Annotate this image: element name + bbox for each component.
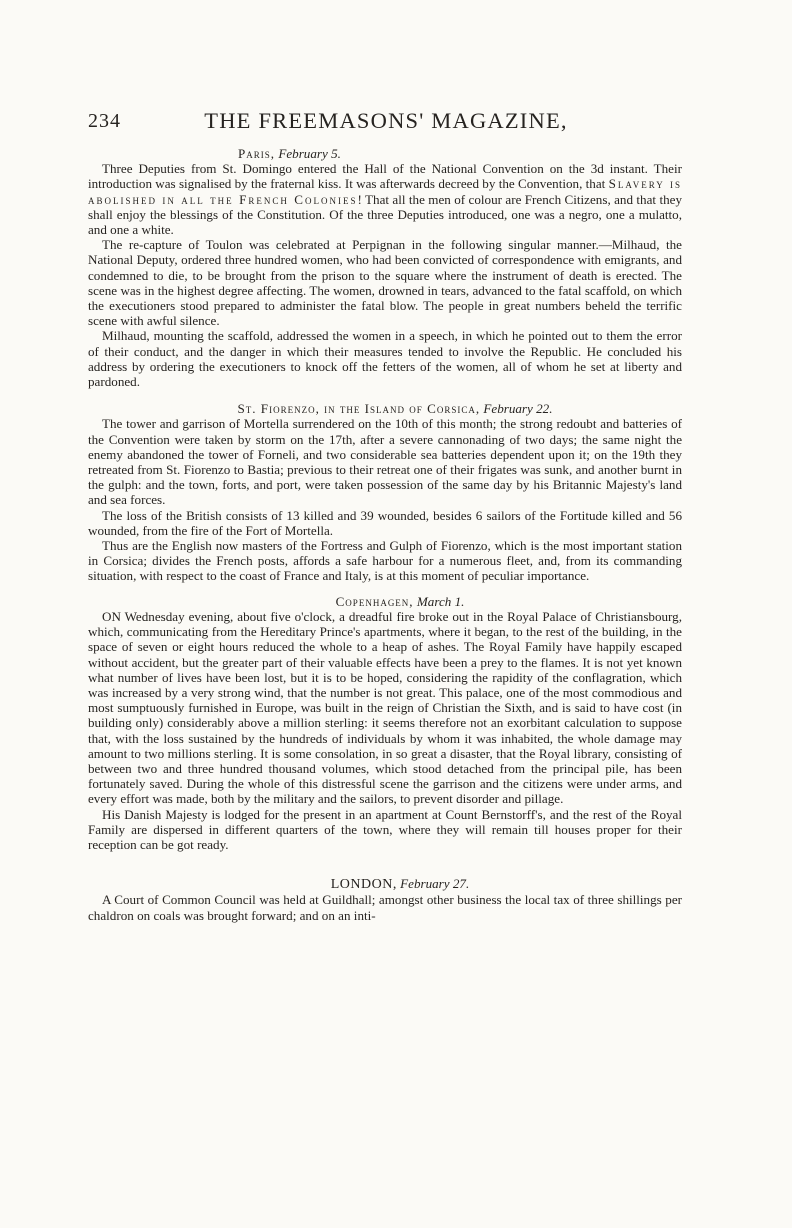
paragraph: The re-capture of Toulon was celebrated at Perpignan in the following singular manner.—Milhaud, the National Deputy, ordered three hundred women, who had been convicted of correspondence with emigrants, and condemned to die, to be brought from the prison to the square where the instrument of death is erected. The scene was in the highest degree affecting. The women, drowned in tears, advanced to the fatal scaffold, on which the executioners stood prepared to administer the fatal blow. The people in great numbers beheld the terrific scene with awful silence. <box>88 237 682 329</box>
paragraph: ON Wednesday evening, about five o'clock, a dreadful fire broke out in the Royal Palace of Christiansbourg, which, communicating from the Hereditary Prince's apartments, where it began, to the rest of the building, in the space of seven or eight hours reduced the whole to a heap of ashes. The Royal Family have happily escaped without accident, but the greater part of their valuable effects have been a prey to the flames. It is not yet known what number of lives have been lost, but it is to be hoped, considering the rapidity of the conflagration, which was increased by a very strong wind, that the number is not great. This palace, one of the most commodious and most sumptuously furnished in Europe, was built in the reign of Christian the Sixth, and is said to have cost (in building only) considerably above a million sterling: it seems therefore not an exorbitant calculation to suppose that, with the loss sustained by the hundreds of individuals by whom it was inhabited, the whole damage may amount to two millions sterling. It is some consolation, in so great a disaster, that the Royal library, consisting of between two and three hundred thousand volumes, which stood detached from the principal pile, has been fortunately saved. During the whole of this distressful scene the garrison and the citizens were under arms, and every effort was made, both by the military and the sailors, to prevent disorder and pillage. <box>88 608 682 807</box>
page-number: 234 <box>88 110 121 132</box>
paragraph: The tower and garrison of Mortella surrendered on the 10th of this month; the strong redoubt and batteries of the Convention were taken by storm on the 17th, after a severe cannonading of two days; the same night the enemy abandoned the tower of Forneli, and two considerable sea batteries dependent upon it; on the 19th they retreated from St. Fiorenzo to Bastia; previous to their retreat one of their frigates was sunk, and another burnt in the gulph: and the town, forts, and port, were taken possession of the same day by his Britannic Majesty's land and sea forces. <box>88 416 682 508</box>
dateline-place: St. Fiorenzo, in the Island of Corsica, <box>237 401 481 417</box>
paragraph: His Danish Majesty is lodged for the present in an apartment at Count Bernstorff's, and the rest of the Royal Family are dispersed in different quarters of the town, where they will remain till houses proper for their reception can be got ready. <box>88 806 682 852</box>
paragraph: Thus are the English now masters of the Fortress and Gulph of Fiorenzo, which is the most important station in Corsica; divides the French posts, affords a safe harbour for a numerous fleet, and, from its commanding situation, with respect to the coast of France and Italy, is at this moment of peculiar importance. <box>88 538 682 584</box>
running-title: THE FREEMASONS' MAGAZINE, <box>204 108 568 133</box>
paragraph: Milhaud, mounting the scaffold, addressed the women in a speech, in which he pointed out to them the error of their conduct, and the danger in which their measures tended to involve the Republic. He concluded his address by ordering the executioners to knock off the fetters of the women, all of whom he set at liberty and pardoned. <box>88 328 682 390</box>
article-text <box>88 146 682 923</box>
paragraph: Three Deputies from St. Domingo entered the Hall of the National Convention on the 3d instant. Their introduction was signalised by the fraternal kiss. It was afterwards decreed by the Convention, that Slavery is abolished in all the French Colonies! That all the men of colour are French Citizens, and that they shall enjoy the blessings of the Constitution. Of the three Deputies introduced, one was a negro, one a mulatto, and one a white. <box>88 161 682 238</box>
dateline-date: February 27. <box>400 876 470 892</box>
dateline-date: February 5. <box>278 146 341 161</box>
dateline-paris <box>88 146 682 161</box>
small-caps-phrase: Slavery is abolished in all the French Colonies <box>88 176 682 207</box>
paragraph: The loss of the British consists of 13 killed and 39 wounded, besides 6 sailors of the Fortitude killed and 56 wounded, from the fire of the Fort of Mortella. <box>88 507 682 538</box>
page-header <box>88 108 684 140</box>
dateline-st-fiorenzo <box>88 401 682 416</box>
dateline-place: Copenhagen, <box>335 593 414 609</box>
paragraph: A Court of Common Council was held at Guildhall; amongst other business the local tax of three shillings per chaldron on coals was brought forward; and on an inti- <box>88 892 682 923</box>
dateline-copenhagen <box>88 594 682 609</box>
dateline-date: February 22. <box>483 401 553 417</box>
dateline-place: Paris, <box>238 146 276 161</box>
dateline-place: LONDON, <box>330 877 397 893</box>
dateline-date: March 1. <box>416 593 465 609</box>
dateline-london <box>88 876 682 892</box>
